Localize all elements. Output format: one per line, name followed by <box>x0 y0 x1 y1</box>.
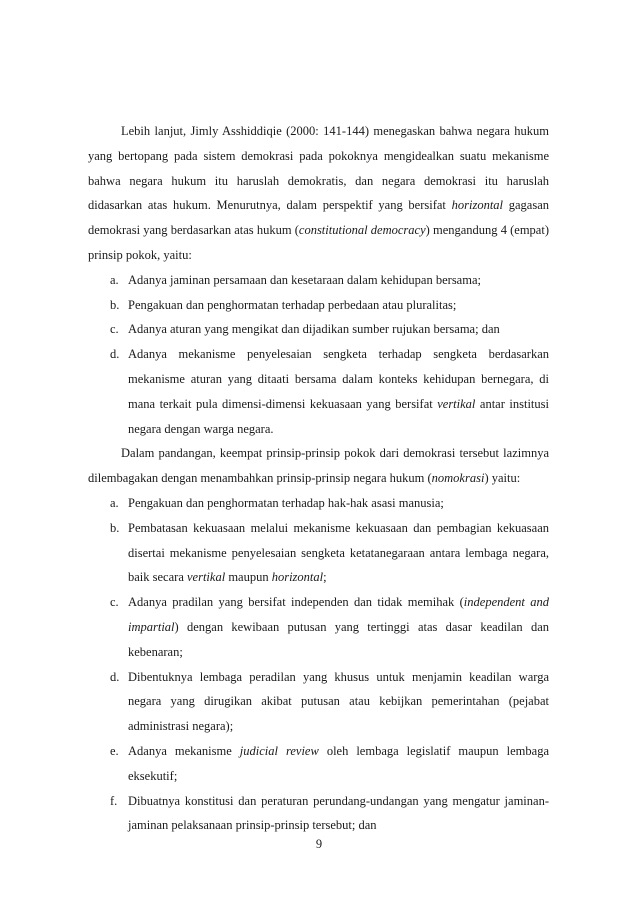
list-marker: a. <box>110 272 119 287</box>
italic-term: horizontal <box>451 198 504 213</box>
list-marker: b. <box>110 520 120 535</box>
list-item <box>88 516 549 590</box>
list-item-text: Pengakuan dan penghormatan terhadap hak-hak asasi manusia; <box>128 495 444 510</box>
list-item-text: antar institusi negara dengan warga negara. <box>128 396 549 436</box>
list-item-text: maupun <box>225 570 272 585</box>
list-item <box>88 293 549 318</box>
paragraph-intro <box>88 119 549 268</box>
list-marker: d. <box>110 347 120 362</box>
list-item <box>88 739 549 789</box>
list-item <box>88 590 549 664</box>
list-marker: f. <box>110 793 118 808</box>
list-item <box>88 268 549 293</box>
italic-term: horizontal <box>271 570 324 585</box>
text-run: ) yaitu: <box>484 471 521 486</box>
list-marker: e. <box>110 743 119 758</box>
list-marker: c. <box>110 595 119 610</box>
text-run: ) mengandung 4 (empat) prinsip pokok, yaitu: <box>88 223 549 262</box>
paragraph-nomokrasi <box>88 441 549 491</box>
italic-term: nomokrasi <box>431 471 485 486</box>
list-marker: d. <box>110 669 120 684</box>
list-item-text: Adanya mekanisme <box>128 743 240 758</box>
list-item-text: Pengakuan dan penghormatan terhadap perbedaan atau pluralitas; <box>128 297 457 312</box>
list-item <box>88 342 549 441</box>
text-run: Dalam pandangan, keempat prinsip-prinsip pokok dari demokrasi tersebut lazimnya dilembagakan dengan menambahkan prinsip-prinsip negara hukum ( <box>88 446 549 486</box>
page-body <box>88 119 549 838</box>
italic-term: independent and impartial <box>128 595 549 634</box>
list-item-text: Dibuatnya konstitusi dan peraturan perundang-undangan yang mengatur jaminan-jaminan pelaksanaan prinsip-prinsip tersebut; dan <box>128 793 549 833</box>
list-item-text: Adanya jaminan persamaan dan kesetaraan dalam kehidupan bersama; <box>128 272 481 287</box>
list-item-text: Pembatasan kekuasaan melalui mekanisme kekuasaan dan pembagian kekuasaan disertai mekanisme penyelesaian sengketa ketatanegaraan antara lembaga negara, baik secara <box>128 520 549 585</box>
italic-term: vertikal <box>187 570 226 585</box>
text-run: Lebih lanjut, Jimly Asshiddiqie (2000: 141-144) menegaskan bahwa negara hukum yang bertopang pada sistem demokrasi pada pokoknya mengidealkan suatu mekanisme bahwa negara hukum itu haruslah demokratis, dan negara demokrasi itu haruslah didasarkan atas hukum. Menurutnya, dalam perspektif yang bersifat <box>88 124 549 213</box>
page-number: 9 <box>315 837 323 851</box>
list-marker: b. <box>110 297 120 312</box>
list-item-text: Adanya mekanisme penyelesaian sengketa terhadap sengketa berdasarkan mekanisme aturan yang ditaati bersama dalam konteks kehidupan bernegara, di mana terkait pula dimensi-dimensi kekuasaan yang bersifat <box>128 347 549 411</box>
democracy-principles-list <box>88 268 549 442</box>
list-item <box>88 789 549 839</box>
italic-term: vertikal <box>437 396 476 411</box>
list-item <box>88 491 549 516</box>
text-run: gagasan demokrasi yang berdasarkan atas hukum ( <box>88 198 549 238</box>
italic-term: constitutional democracy <box>298 223 426 238</box>
italic-term: judicial review <box>239 743 319 758</box>
list-item-text: Dibentuknya lembaga peradilan yang khusus untuk menjamin keadilan warga negara yang dirugikan akibat putusan atau kebijkan pemerintahan (pejabat administrasi negara); <box>128 669 549 734</box>
list-item <box>88 665 549 739</box>
list-item-text: Adanya aturan yang mengikat dan dijadikan sumber rujukan bersama; dan <box>128 322 500 337</box>
list-marker: c. <box>110 322 119 337</box>
list-item-text: ; <box>323 570 327 585</box>
list-item-text: ) dengan kewibaan putusan yang tertinggi atas dasar keadilan dan kebenaran; <box>128 619 549 659</box>
rule-of-law-principles-list <box>88 491 549 838</box>
list-item <box>88 317 549 342</box>
list-marker: a. <box>110 495 119 510</box>
list-item-text: Adanya pradilan yang bersifat independen dan tidak memihak ( <box>128 595 464 610</box>
list-item-text: oleh lembaga legislatif maupun lembaga eksekutif; <box>128 743 549 783</box>
